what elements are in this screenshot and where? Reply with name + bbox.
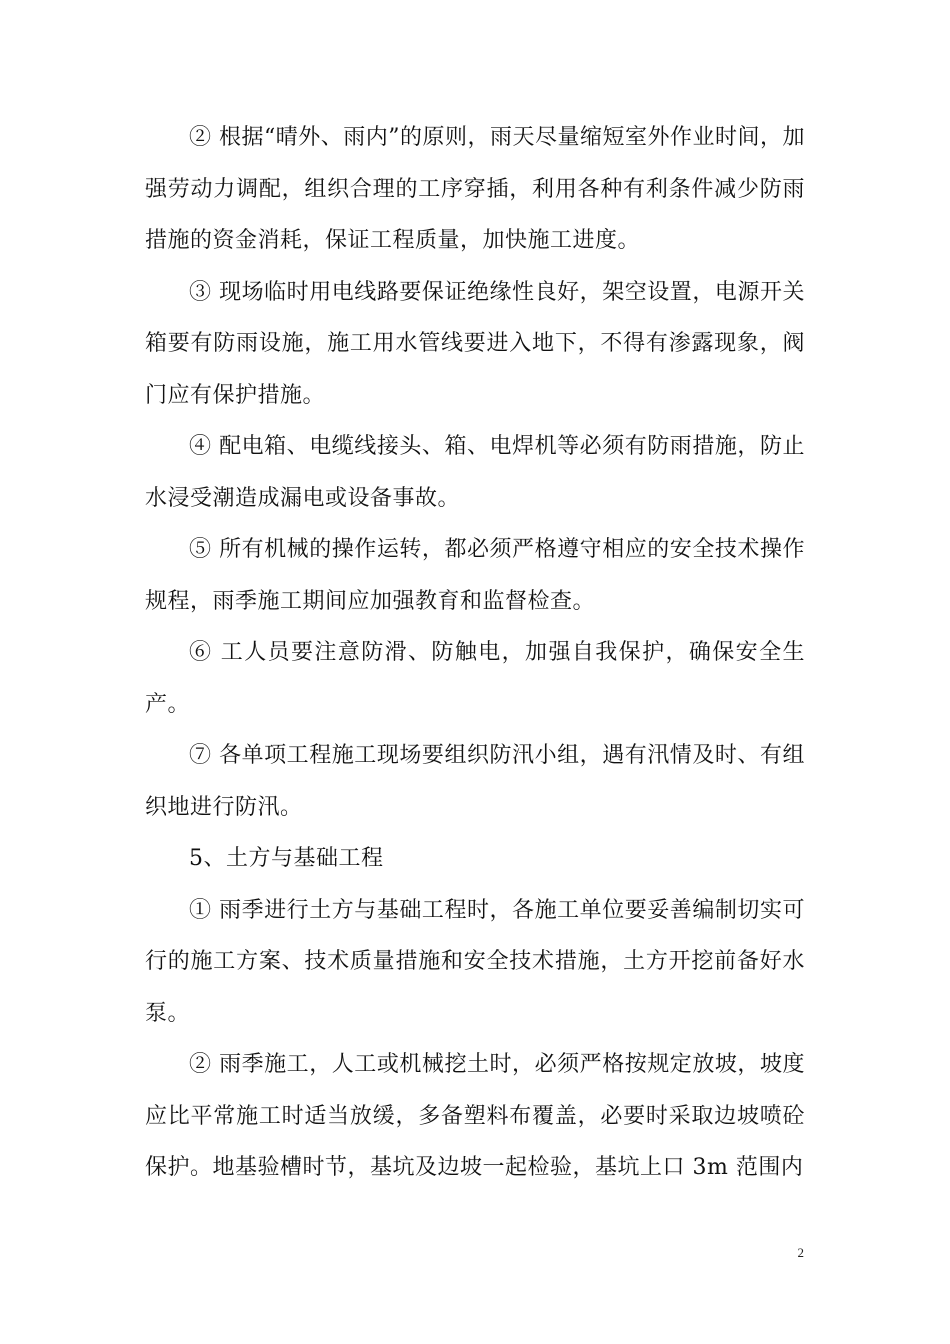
body-text — [145, 112, 805, 1194]
paragraph-distribution-box: ④ 配电箱、电缆线接头、箱、电焊机等必须有防雨措施，防止水浸受潮造成漏电或设备事故。 — [145, 434, 805, 511]
paragraph-worker-safety: ⑥ 工人员要注意防滑、防触电，加强自我保护，确保安全生产。 — [145, 640, 805, 717]
paragraph-excavation-slope: ② 雨季施工，人工或机械挖土时，必须严格按规定放坡，坡度应比平常施工时适当放缓，多备塑料布覆盖，必要时采取边坡喷砼保护。地基验槽时节，基坑及边坡一起检验，基坑上口 3m 范围内 — [145, 1052, 805, 1180]
page-number: 2 — [797, 1245, 804, 1260]
paragraph-rain-principle: ② 根据“晴外、雨内”的原则，雨天尽量缩短室外作业时间，加强劳动力调配，组织合理的工序穿插，利用各种有利条件减少防雨措施的资金消耗，保证工程质量，加快施工进度。 — [145, 125, 805, 253]
paragraph-electrical-lines: ③ 现场临时用电线路要保证绝缘性良好，架空设置，电源开关箱要有防雨设施，施工用水管线要进入地下，不得有渗露现象，阀门应有保护措施。 — [145, 279, 805, 408]
section-heading-earthwork: 5、土方与基础工程 — [189, 846, 384, 871]
paragraph-earthwork-plan: ① 雨季进行土方与基础工程时，各施工单位要妥善编制切实可行的施工方案、技术质量措施和安全技术措施，土方开挖前备好水泵。 — [145, 897, 805, 1026]
paragraph-flood-team: ⑦ 各单项工程施工现场要组织防汛小组，遇有汛情及时、有组织地进行防汛。 — [145, 743, 805, 820]
paragraph-machinery-operation: ⑤ 所有机械的操作运转，都必须严格遵守相应的安全技术操作规程，雨季施工期间应加强教育和监督检查。 — [145, 537, 805, 614]
